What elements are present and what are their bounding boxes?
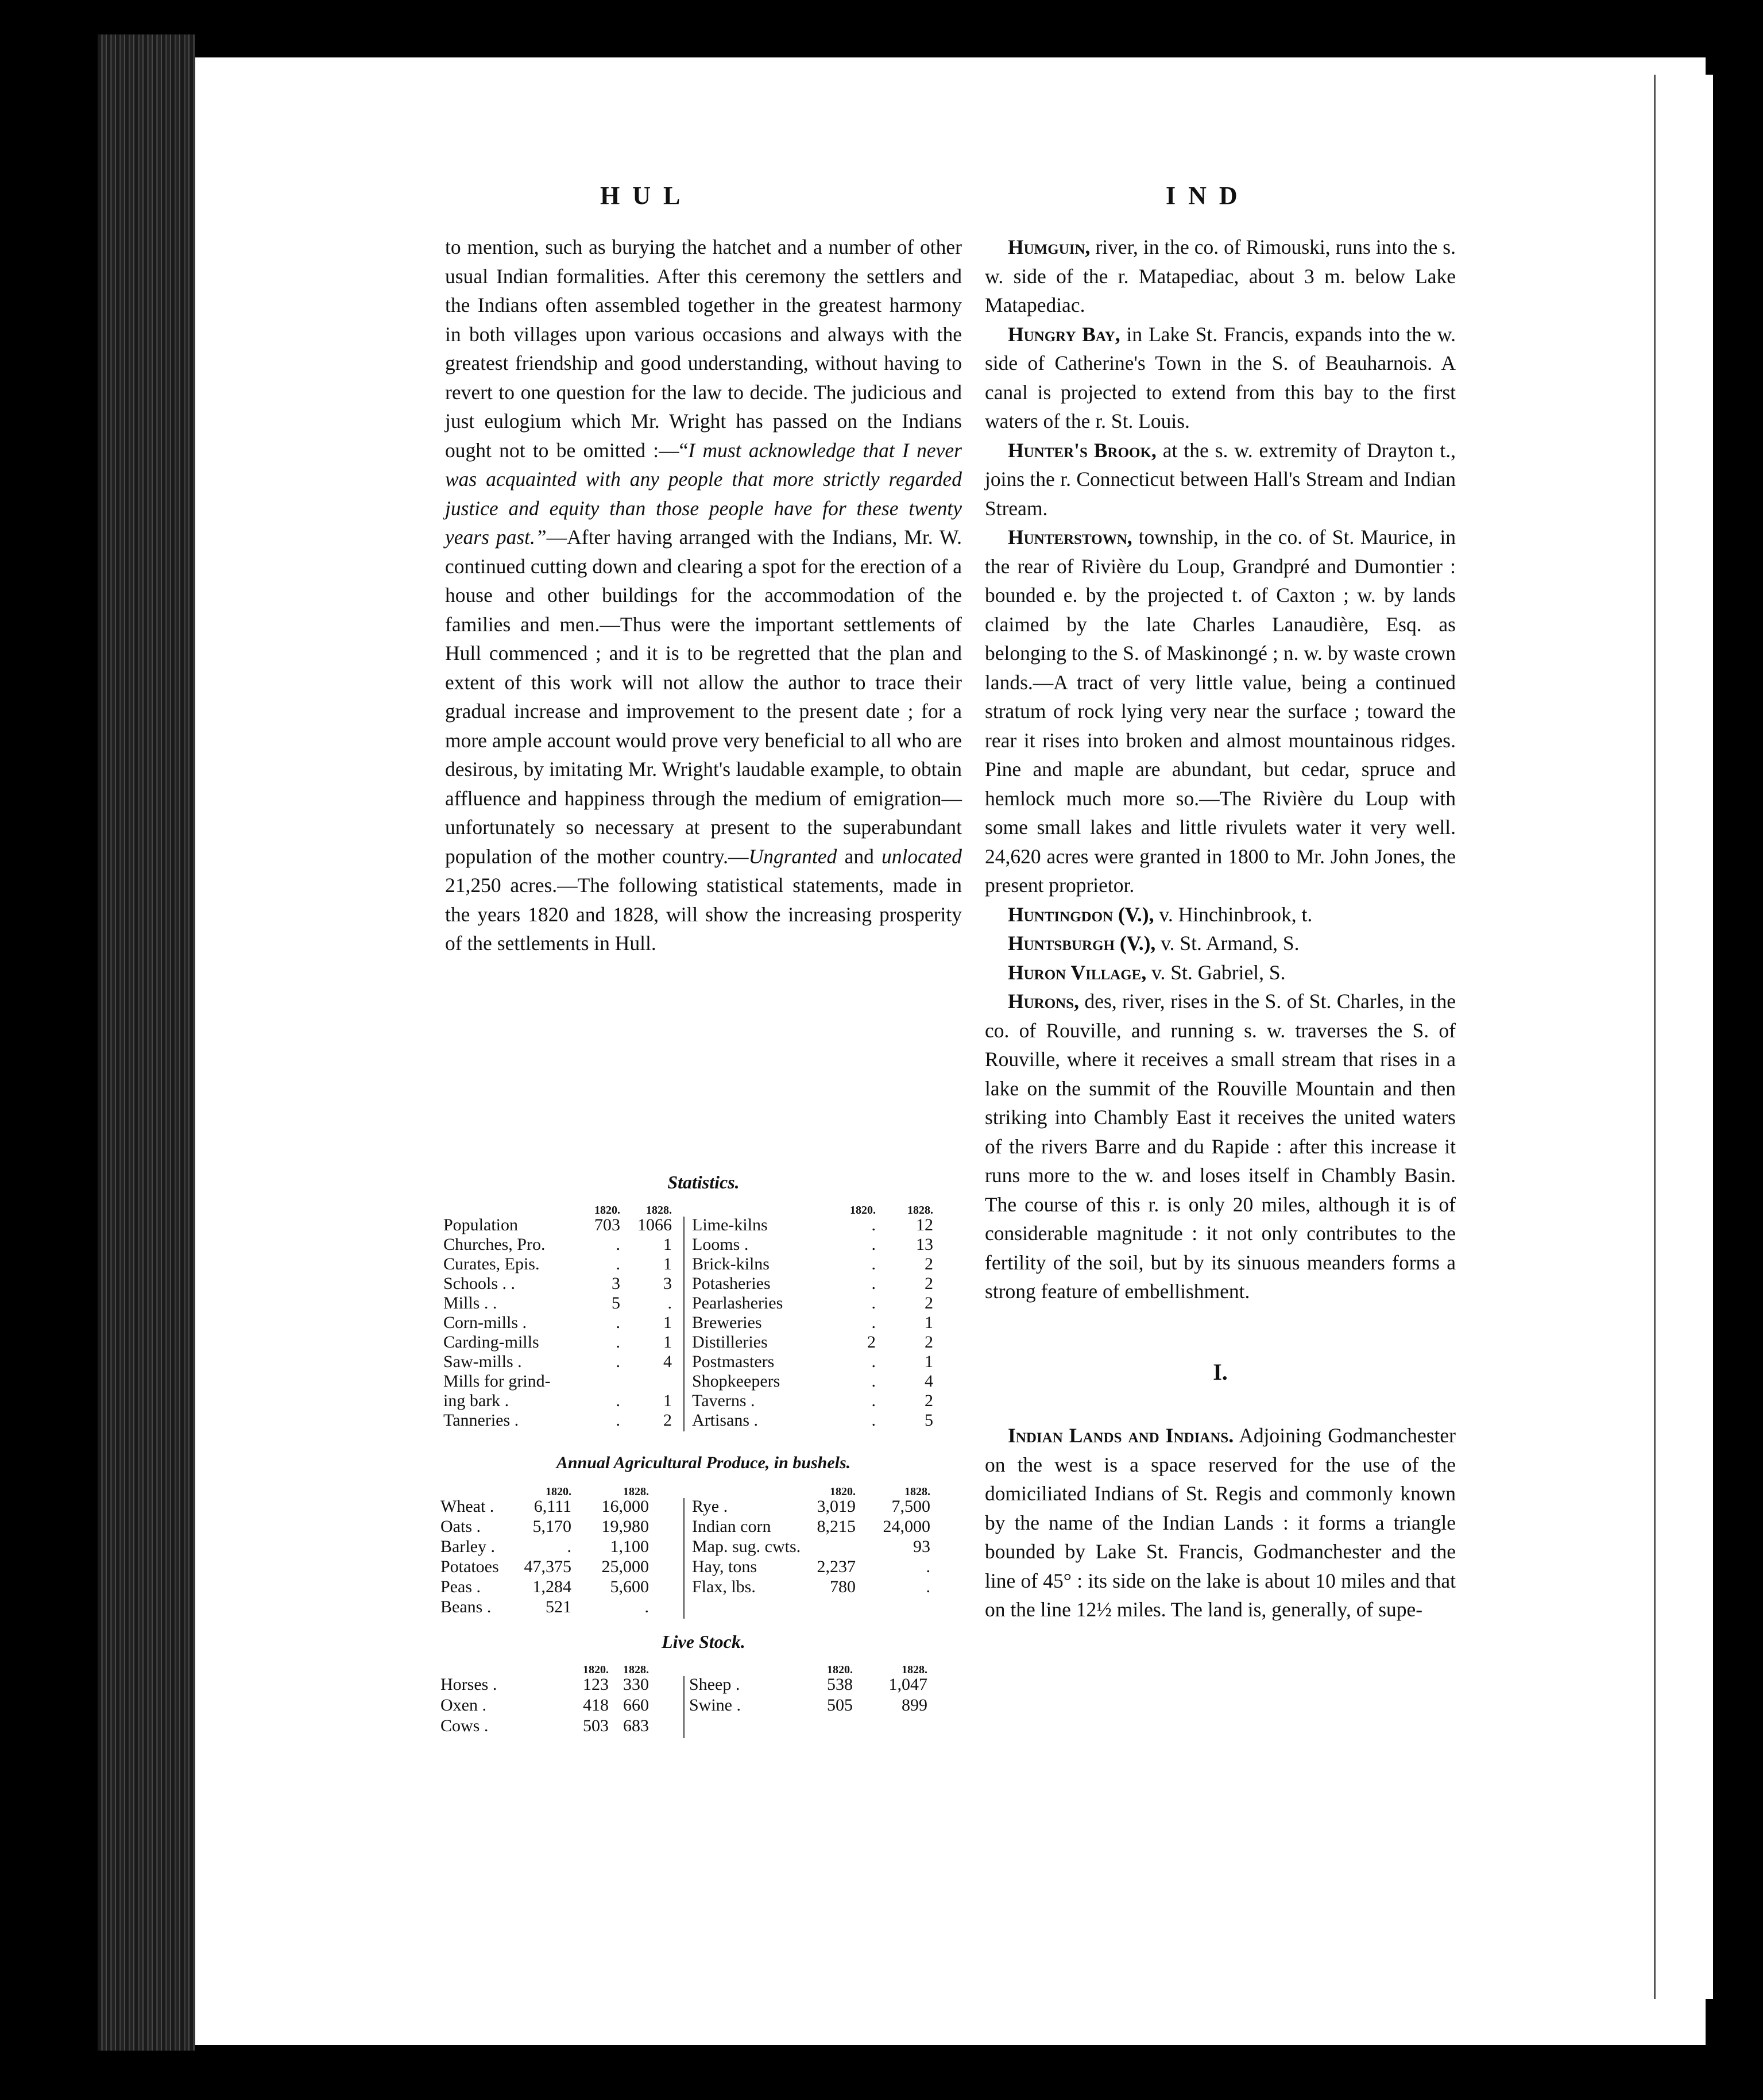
table-row-label: Breweries bbox=[692, 1313, 762, 1332]
table-row-label: Peas . bbox=[440, 1577, 481, 1596]
table-cell: 47,375 bbox=[524, 1557, 571, 1576]
entry-headword: Hungry Bay, bbox=[1008, 322, 1120, 346]
table-cell: . bbox=[871, 1411, 876, 1430]
table-cell: 4 bbox=[663, 1352, 672, 1371]
table-cell: . bbox=[616, 1333, 620, 1352]
table-row-label: Barley . bbox=[440, 1537, 495, 1556]
table-cell: . bbox=[871, 1294, 876, 1312]
table-cell: . bbox=[616, 1411, 620, 1430]
entry-body: des, river, rises in the S. of St. Charles, in the co. of Rouville, and running s. w. traverses the S. of Rouville, where it receives a small stream that rises in a lake on the summit of the Rouville Mountain and then striking into Chambly East it receives the united waters of the rivers Barre and du Rapide : after this increase it runs more to the w. and loses itself in Chambly Basin. The course of this r. is only 20 miles, although it is of considerable magnitude : it not only contributes to the fertility of the soil, but by its sinuous meanders forms a strong feature of embellishment. bbox=[985, 990, 1456, 1303]
table-row-label: Curates, Epis. bbox=[443, 1254, 540, 1273]
table-row-label: Mills . . bbox=[443, 1294, 497, 1312]
table-cell: . bbox=[616, 1352, 620, 1371]
year-header: 1828. bbox=[623, 1485, 649, 1498]
table-row-label: Lime-kilns bbox=[692, 1215, 768, 1234]
left-column bbox=[445, 233, 962, 958]
table-cell: 2 bbox=[925, 1294, 933, 1312]
table-row-label: Postmasters bbox=[692, 1352, 775, 1371]
table-cell: 1 bbox=[663, 1235, 672, 1254]
year-header: 1820. bbox=[583, 1663, 609, 1676]
table-cell: 123 bbox=[583, 1675, 609, 1694]
table-cell: 4 bbox=[925, 1372, 933, 1391]
paragraph: to mention, such as burying the hatchet and a number of other usual Indian formalities. After this ceremony the settlers and the Indians often assembled together in the greatest harmony in both villages upon various occasions and always with the greatest friendship and good understanding, without having to revert to one question for the law to decide. The judicious and just eulogium which Mr. Wright has passed on the Indians ought not to be omitted :—“I must acknowledge that I never was acquainted with any people that more strictly regarded justice and equity than those people have for these twenty years past.”—After having arranged with the Indians, Mr. W. continued cutting down and clearing a spot for the erection of a house and other buildings for the accommodation of the families and men.—Thus were the important settlements of Hull commenced ; and it is to be regretted that the plan and extent of this work will not allow the author to trace their gradual increase and improvement to the present date ; for a more ample account would prove very beneficial to all who are desirous, by imitating Mr. Wright's laudable example, to obtain affluence and happiness through the medium of emigration—unfortunately so necessary at present to the superabundant population of the mother country.—Ungranted and unlocated 21,250 acres.—The following statistical statements, made in the years 1820 and 1828, will show the increasing prosperity of the settlements in Hull. bbox=[445, 236, 962, 955]
entry bbox=[985, 233, 1456, 320]
table-row-label: Cows . bbox=[440, 1716, 489, 1735]
table-cell: 503 bbox=[583, 1716, 609, 1735]
entry-body: at the s. w. extremity of Drayton t., joins the r. Connecticut between Hall's Stream and Indian Stream. bbox=[985, 438, 1456, 520]
table-cell: 1 bbox=[663, 1254, 672, 1273]
table-row-label: Hay, tons bbox=[692, 1557, 757, 1576]
table-row-label: Rye . bbox=[692, 1497, 728, 1516]
table-cell: 24,000 bbox=[883, 1517, 930, 1536]
statistics-title: Statistics. bbox=[667, 1172, 740, 1192]
year-header: 1820. bbox=[850, 1204, 876, 1217]
table-row-label: Beans . bbox=[440, 1597, 492, 1616]
book-binding bbox=[98, 34, 195, 2051]
table-cell: . bbox=[644, 1597, 649, 1616]
entry-headword: Hunterstown, bbox=[1008, 526, 1132, 549]
running-head-left: HUL bbox=[600, 182, 693, 210]
entry bbox=[985, 523, 1456, 900]
table-row-label: Oxen . bbox=[440, 1696, 486, 1715]
table-cell: 660 bbox=[623, 1696, 649, 1715]
year-header: 1820. bbox=[827, 1663, 853, 1676]
table-cell: . bbox=[871, 1274, 876, 1293]
table-row-label: Distilleries bbox=[692, 1333, 768, 1352]
table-cell: 2 bbox=[925, 1254, 933, 1273]
right-column bbox=[985, 233, 1456, 1624]
table-row-label: Taverns . bbox=[692, 1391, 755, 1410]
table-row-label: Potasheries bbox=[692, 1274, 771, 1293]
table-cell: 2 bbox=[867, 1333, 876, 1352]
table-cell: 1,047 bbox=[888, 1675, 927, 1694]
table-cell: 1 bbox=[663, 1333, 672, 1352]
year-header: 1820. bbox=[594, 1204, 620, 1217]
table-row-label: Churches, Pro. bbox=[443, 1235, 546, 1254]
produce-table bbox=[439, 1482, 968, 1626]
table-row-label: Horses . bbox=[440, 1675, 497, 1694]
table-cell: . bbox=[616, 1254, 620, 1273]
table-cell: . bbox=[616, 1391, 620, 1410]
table-cell: . bbox=[871, 1235, 876, 1254]
table-cell: . bbox=[871, 1313, 876, 1332]
table-row-label: Artisans . bbox=[692, 1411, 758, 1430]
table-cell: 5,600 bbox=[610, 1577, 649, 1596]
table-cell: 2 bbox=[925, 1274, 933, 1293]
table-cell: . bbox=[616, 1313, 620, 1332]
table-cell: 7,500 bbox=[891, 1497, 930, 1516]
table-row-label: Tanneries . bbox=[443, 1411, 519, 1430]
table-cell: 12 bbox=[916, 1215, 933, 1234]
entry-headword: Hurons, bbox=[1008, 990, 1080, 1013]
table-row-label: Schools . . bbox=[443, 1274, 516, 1293]
entry-headword: Humguin, bbox=[1008, 236, 1091, 258]
table-cell: . bbox=[567, 1537, 571, 1556]
year-header: 1828. bbox=[907, 1204, 933, 1217]
entry-headword: Huntingdon (V.), bbox=[1008, 902, 1154, 926]
section-heading: I. bbox=[1213, 1358, 1228, 1385]
table-row-label: Potatoes bbox=[440, 1557, 499, 1576]
table-cell: 1066 bbox=[637, 1215, 672, 1234]
table-cell: 1,284 bbox=[532, 1577, 571, 1596]
adjacent-page-edge bbox=[1654, 75, 1713, 1999]
entry bbox=[985, 436, 1456, 523]
table-cell: 3 bbox=[612, 1274, 620, 1293]
entry-body: in Lake St. Francis, expands into the w. side of Catherine's Town in the S. of Beauharnois. A canal is projected to extend from this bay to the first waters of the r. St. Louis. bbox=[985, 322, 1456, 433]
table-cell: 13 bbox=[916, 1235, 933, 1254]
table-cell: 780 bbox=[830, 1577, 856, 1596]
year-header: 1828. bbox=[902, 1663, 927, 1676]
table-cell: 25,000 bbox=[601, 1557, 649, 1576]
table-cell: . bbox=[616, 1235, 620, 1254]
produce-title: Annual Agricultural Produce, in bushels. bbox=[556, 1453, 851, 1472]
table-row-label: Shopkeepers bbox=[692, 1372, 780, 1391]
table-cell: 521 bbox=[546, 1597, 571, 1616]
table-cell: 2 bbox=[925, 1391, 933, 1410]
entry bbox=[985, 900, 1456, 929]
entry-body: v. St. Armand, S. bbox=[1155, 932, 1300, 955]
table-cell: 538 bbox=[827, 1675, 853, 1694]
table-cell: . bbox=[926, 1577, 930, 1596]
table-cell: 16,000 bbox=[601, 1497, 649, 1516]
column-divider bbox=[683, 1217, 685, 1431]
table-row-label: Corn-mills . bbox=[443, 1313, 527, 1332]
table-row-label: Population bbox=[443, 1215, 519, 1234]
statistics-table bbox=[442, 1200, 971, 1442]
livestock-table bbox=[439, 1660, 968, 1740]
table-row-label: Wheat . bbox=[440, 1497, 494, 1516]
table-cell: 6,111 bbox=[533, 1497, 571, 1516]
table-cell: 899 bbox=[902, 1696, 927, 1715]
entry bbox=[985, 987, 1456, 1306]
entry-body: river, in the co. of Rimouski, runs into the s. w. side of the r. Matapediac, about 3 m. below Lake Matapediac. bbox=[985, 236, 1456, 316]
table-cell: 2,237 bbox=[817, 1557, 856, 1576]
table-cell: 5 bbox=[925, 1411, 933, 1430]
table-cell: 2 bbox=[663, 1411, 672, 1430]
entry bbox=[985, 929, 1456, 958]
table-cell: . bbox=[871, 1352, 876, 1371]
table-cell: . bbox=[926, 1557, 930, 1576]
entry-body: v. St. Gabriel, S. bbox=[1146, 960, 1286, 984]
table-row-label: Brick-kilns bbox=[692, 1254, 770, 1273]
table-row-label: Flax, lbs. bbox=[692, 1577, 756, 1596]
table-row-label: Indian corn bbox=[692, 1517, 771, 1536]
year-header: 1820. bbox=[546, 1485, 571, 1498]
table-cell: 5,170 bbox=[532, 1517, 571, 1536]
column-divider bbox=[683, 1676, 685, 1738]
table-cell: 418 bbox=[583, 1696, 609, 1715]
entry-headword: Huron Village, bbox=[1008, 960, 1147, 984]
entry-body: township, in the co. of St. Maurice, in the rear of Rivière du Loup, Grandpré and Dumontier : bounded e. by the projected t. of Caxton ; w. by lands claimed by the late Charles Lanaudière, Esq. as belonging to the S. of Maskinongé ; n. w. by waste crown lands.—A tract of very little value, being a continued stratum of rock lying very near the surface ; toward the rear it rises into broken and almost mountainous ridges. Pine and maple are abundant, but cedar, spruce and hemlock much more so.—The Rivière du Loup with some small lakes and little rivulets water it very well. 24,620 acres were granted in 1800 to Mr. John Jones, the present proprietor. bbox=[985, 526, 1456, 897]
table-row-label: Pearlasheries bbox=[692, 1294, 783, 1312]
year-header: 1820. bbox=[830, 1485, 856, 1498]
table-cell: 505 bbox=[827, 1696, 853, 1715]
table-cell: 3 bbox=[663, 1274, 672, 1293]
table-row-label: Map. sug. cwts. bbox=[692, 1537, 801, 1556]
table-cell: . bbox=[871, 1254, 876, 1273]
table-cell: . bbox=[667, 1294, 672, 1312]
table-row-label: Sheep . bbox=[689, 1675, 740, 1694]
table-cell: . bbox=[871, 1215, 876, 1234]
entry-indian-lands: Indian Lands and Indians. Adjoining Godmanchester on the west is a space reserved for the use of the domiciliated Indians of St. Regis and commonly known by the name of the Indian Lands : it forms a triangle bounded by Lake St. Francis, Godmanchester and the line of 45° : its side on the lake is about 10 miles and that on the line 12½ miles. The land is, generally, of supe- bbox=[985, 1424, 1456, 1621]
entry-body: v. Hinchinbrook, t. bbox=[1154, 902, 1313, 926]
table-cell: 2 bbox=[925, 1333, 933, 1352]
table-row-label: Looms . bbox=[692, 1235, 749, 1254]
entry-headword: Huntsburgh (V.), bbox=[1008, 932, 1156, 955]
table-row-label: Carding-mills bbox=[443, 1333, 539, 1352]
column-divider bbox=[683, 1498, 685, 1619]
table-cell: 1 bbox=[663, 1313, 672, 1332]
entry bbox=[985, 320, 1456, 436]
table-row-label: Mills for grind- bbox=[443, 1372, 551, 1391]
table-cell: 683 bbox=[623, 1716, 649, 1735]
table-row-label: Oats . bbox=[440, 1517, 481, 1536]
table-cell: 330 bbox=[623, 1675, 649, 1694]
table-cell: 703 bbox=[594, 1215, 620, 1234]
running-head-right: IND bbox=[1166, 182, 1250, 210]
table-cell: 1 bbox=[925, 1313, 933, 1332]
table-row-label: ing bark . bbox=[443, 1391, 509, 1410]
table-cell: 1 bbox=[925, 1352, 933, 1371]
table-cell: 3,019 bbox=[817, 1497, 856, 1516]
table-cell: 8,215 bbox=[817, 1517, 856, 1536]
table-cell: . bbox=[871, 1391, 876, 1410]
table-row-label: Swine . bbox=[689, 1696, 741, 1715]
year-header: 1828. bbox=[623, 1663, 649, 1676]
entry bbox=[985, 958, 1456, 987]
year-header: 1828. bbox=[904, 1485, 930, 1498]
table-cell: 93 bbox=[913, 1537, 930, 1556]
table-row-label: Saw-mills . bbox=[443, 1352, 522, 1371]
livestock-title: Live Stock. bbox=[662, 1631, 745, 1652]
entry-headword: Hunter's Brook, bbox=[1008, 438, 1157, 462]
table-cell: 5 bbox=[612, 1294, 620, 1312]
table-cell: . bbox=[871, 1372, 876, 1391]
year-header: 1828. bbox=[646, 1204, 672, 1217]
table-cell: 1 bbox=[663, 1391, 672, 1410]
table-cell: 19,980 bbox=[601, 1517, 649, 1536]
table-cell: 1,100 bbox=[610, 1537, 649, 1556]
